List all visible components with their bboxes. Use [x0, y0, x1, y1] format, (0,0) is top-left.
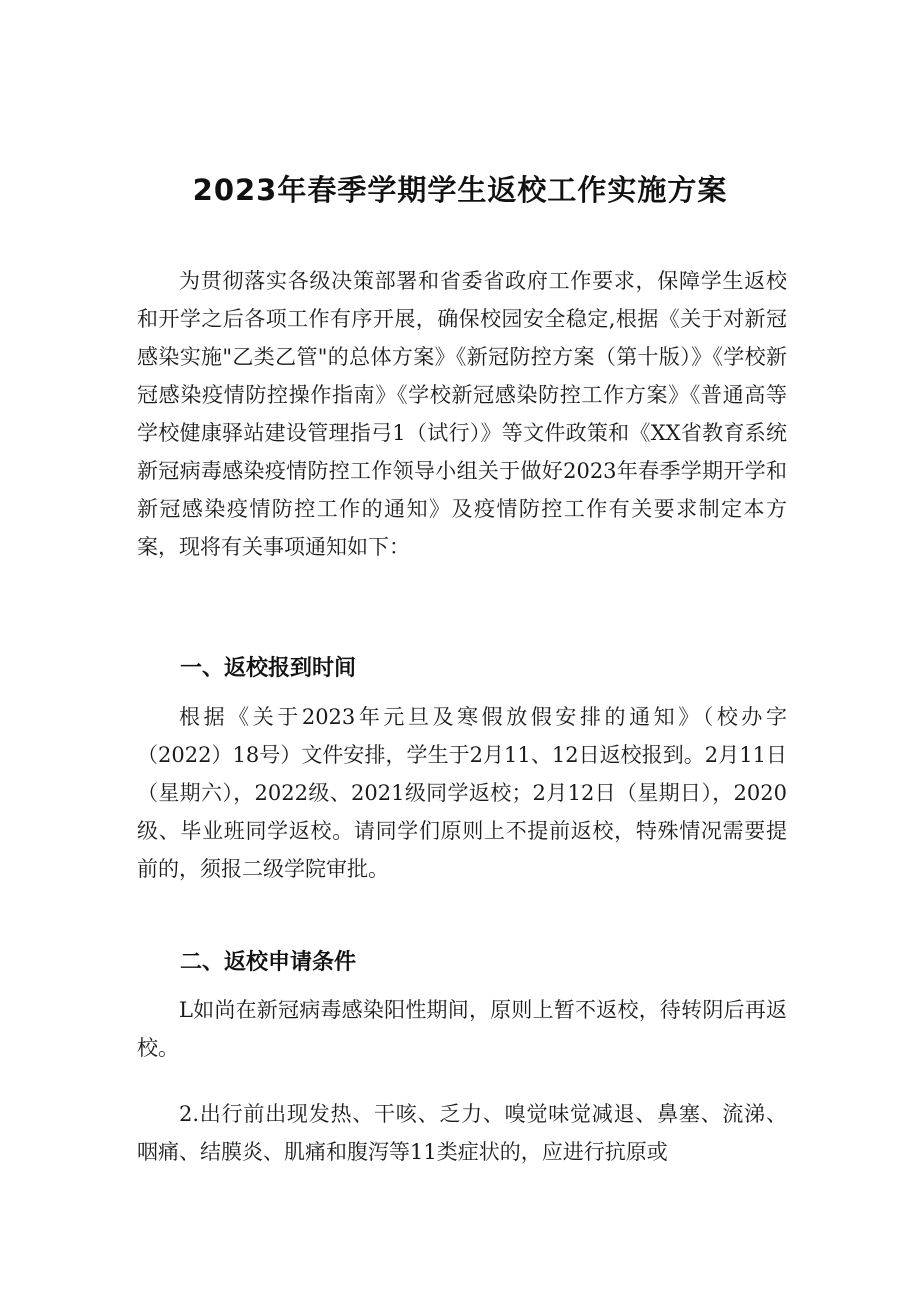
section-2-item-1: L如尚在新冠病毒感染阳性期间，原则上暂不返校，待转阴后再返校。 — [137, 998, 787, 1060]
document-title: 2023年春季学期学生返校工作实施方案 — [192, 173, 728, 207]
intro-paragraph: 为贯彻落实各级决策部署和省委省政府工作要求，保障学生返校和开学之后各项工作有序开展，确保校园安全稳定,根据《关于对新冠感染实施"乙类乙管"的总体方案》《新冠防控方案（第十版）》《学校新冠感染疫情防控操作指南》《学校新冠感染防控工作方案》《普通高等学校健康驿站建设管理指弓1（试行）》等文件政策和《XX省教育系统新冠病毒感染疫情防控工作领导小组关于做好2023年春季学期开学和新冠感染疫情防控工作的通知》及疫情防控工作有关要求制定本方案，现将有关事项通知如下： — [137, 269, 787, 559]
section-1-paragraph: 根据《关于2023年元旦及寒假放假安排的通知》（校办字（2022）18号）文件安排，学生于2月11、12日返校报到。2月11日（星期六），2022级、2021级同学返校；2月12日（星期日），2020级、毕业班同学返校。请同学们原则上不提前返校，特殊情况需要提前的，须报二级学院审批。 — [137, 705, 787, 881]
section-2-item-2: 2.出行前出现发热、干咳、乏力、嗅觉味觉减退、鼻塞、流涕、咽痛、结膜炎、肌痛和腹泻等11类症状的，应进行抗原或 — [137, 1102, 787, 1164]
section-2-heading: 二、返校申请条件 — [180, 950, 357, 975]
section-1-heading: 一、返校报到时间 — [180, 656, 357, 681]
